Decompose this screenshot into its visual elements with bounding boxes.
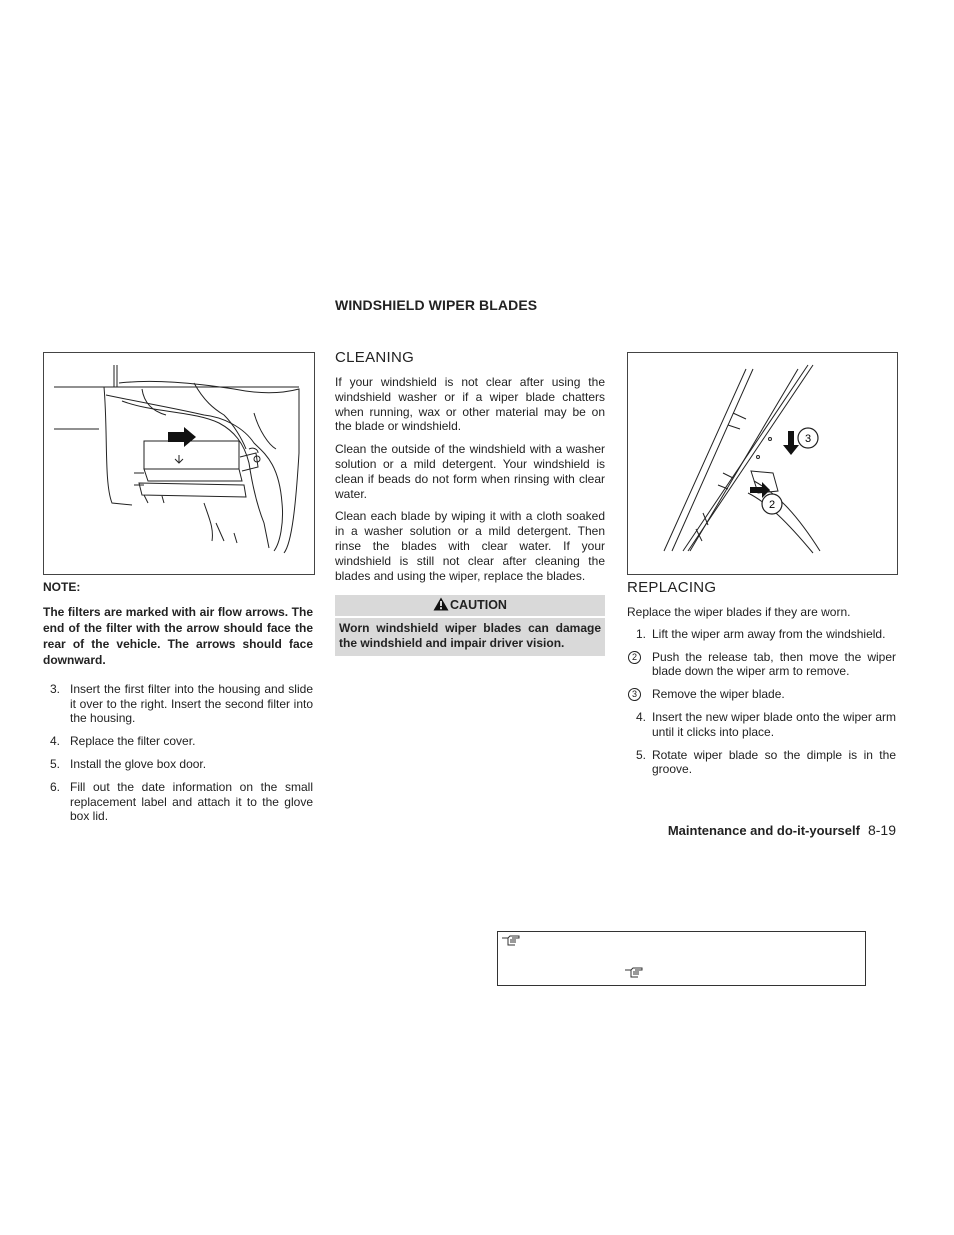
step-number: 3. [50, 681, 61, 696]
replacing-steps-list [627, 627, 896, 777]
step-number: 1. [636, 626, 647, 641]
cleaning-text [335, 375, 605, 591]
step-number: 4. [636, 709, 647, 724]
list-item [43, 780, 313, 824]
step-text: Remove the wiper blade. [652, 687, 785, 702]
list-item [43, 682, 313, 726]
paragraph: If your windshield is not clear after using the windshield washer or if a wiper blade chatters when running, wax or other material may be on the blade or windshield. [335, 375, 605, 434]
step-number: 6. [50, 779, 61, 794]
step-text: Push the release tab, then move the wiper blade down the wiper arm to remove. [652, 649, 896, 679]
filter-steps-list [43, 682, 313, 824]
list-item [43, 757, 313, 772]
page-number: 8-19 [867, 822, 896, 838]
reference-box [497, 931, 866, 986]
list-item [627, 687, 896, 702]
step-number: 4. [50, 734, 61, 749]
step-text: Insert the first filter into the housing and slide it over to the right. Insert the second filter into the housing. [70, 681, 313, 726]
list-item [43, 734, 313, 749]
list-item [627, 748, 896, 778]
caution-text: Worn windshield wiper blades can damage the windshield and impair driver vision. [335, 618, 605, 656]
list-item [627, 710, 896, 740]
warning-icon [433, 597, 449, 611]
callout-2: 2 [768, 499, 776, 511]
replacing-text [627, 605, 896, 785]
circled-step-number: 2 [628, 651, 641, 664]
step-number: 5. [50, 756, 61, 771]
circled-step-number: 3 [628, 688, 641, 701]
wiper-drawing [628, 353, 897, 574]
step-text: Install the glove box door. [70, 756, 207, 771]
wiper-illustration [627, 352, 898, 575]
left-column [43, 580, 313, 832]
replacing-heading: REPLACING [627, 579, 717, 596]
list-item [627, 627, 896, 642]
step-number: 5. [636, 747, 647, 762]
step-text: Fill out the date information on the small replacement label and attach it to the glove box lid. [70, 779, 313, 824]
section-title: WINDSHIELD WIPER BLADES [335, 297, 538, 313]
pointing-hand-icon [501, 935, 521, 947]
list-item [627, 650, 896, 680]
step-text: Lift the wiper arm away from the windshield. [652, 626, 886, 641]
step-text: Insert the new wiper blade onto the wiper arm until it clicks into place. [652, 709, 896, 739]
note-text: The filters are marked with air flow arrows. The end of the filter with the arrow should face the rear of the vehicle. The arrows should face downward. [43, 604, 313, 667]
replacing-intro: Replace the wiper blades if they are worn. [627, 605, 851, 619]
filter-illustration [43, 352, 315, 575]
chapter-title: Maintenance and do-it-yourself [667, 823, 860, 838]
page-footer [668, 822, 896, 838]
paragraph: Clean each blade by wiping it with a cloth soaked in a washer solution or a mild detergent. Then rinse the blades with clear water. If your windshield is still not clear after cleaning the blades and using the wiper, replace the blades. [335, 509, 605, 583]
caution-header [335, 595, 605, 616]
step-text: Rotate wiper blade so the dimple is in the groove. [652, 747, 896, 777]
filter-drawing [44, 353, 314, 574]
paragraph: Clean the outside of the windshield with a washer solution or a mild detergent. Your windshield is clean if beads do not form when rinsing with clear water. [335, 442, 605, 501]
caution-title: CAUTION [450, 598, 507, 612]
pointing-hand-icon [624, 967, 644, 979]
cleaning-heading: CLEANING [335, 349, 415, 366]
step-text: Replace the filter cover. [70, 734, 196, 749]
callout-3: 3 [804, 433, 812, 445]
note-label: NOTE: [43, 580, 81, 594]
